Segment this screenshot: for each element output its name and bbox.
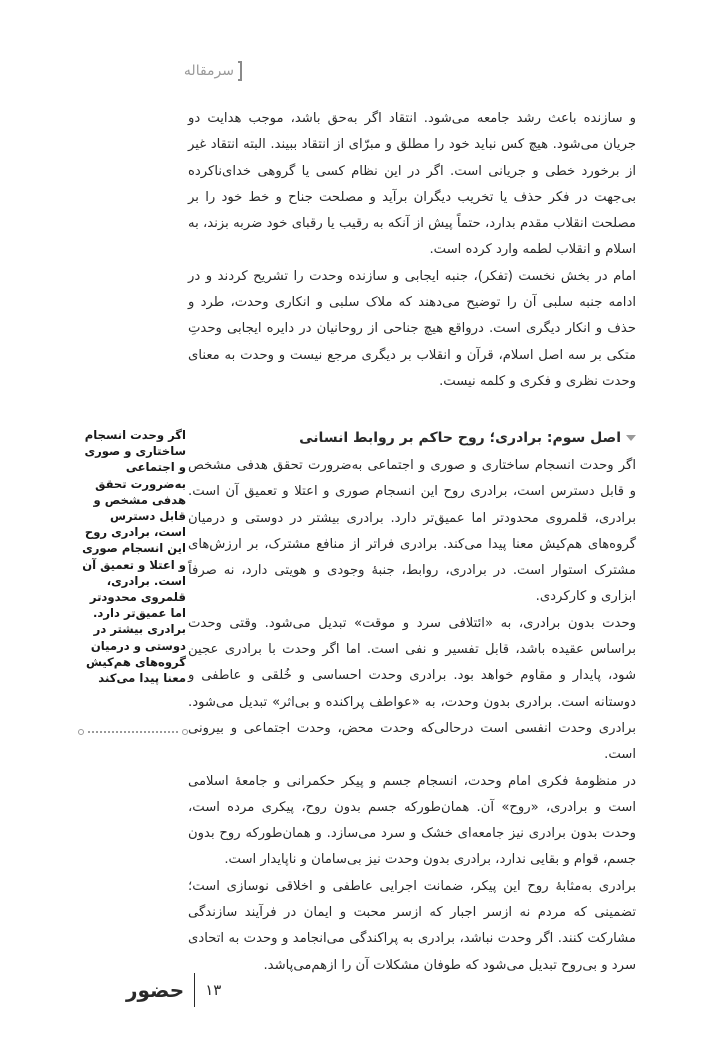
section-label: سرمقاله	[183, 63, 234, 79]
section-heading-text: اصل سوم: برادری؛ روح حاکم بر روابط انسانی	[299, 430, 621, 446]
body-paragraph: اگر وحدت انسجام ساختاری و صوری و اجتماعی به‌ضرورت تحقق هدفی مشخص و قابل دسترس است، برادری روح این انسجام صوری و اعتلا و تعمیق آن است. برادری، قلمروی محدودتر اما عمیق‌تر دارد. برادری بیشتر در دوستی و درمیان گروه‌های هم‌کیش معنا پیدا می‌کند. برادری فراتر از منافع مشترک، بر ارزش‌های مشترک استوار است. در برادری، روابط، جنبهٔ وجودی و هویتی دارد، نه صرفاً ابزاری و کارکردی.	[188, 458, 636, 605]
pull-quote: اگر وحدت انسجام ساختاری و صوری و اجتماعی به‌ضرورت تحقق هدفی مشخص و قابل دسترس است، برادری روح این انسجام صوری و اعتلا و تعمیق آن است. برادری، قلمروی محدودتر اما عمیق‌تر دارد. برادری بیشتر در دوستی و درمیان گروه‌های هم‌کیش معنا پیدا می‌کند	[82, 428, 186, 686]
page-footer	[126, 972, 221, 1008]
intro-paragraph: و سازنده باعث رشد جامعه می‌شود. انتقاد اگر به‌حق باشد، موجب هدایت دو جریان می‌شود. هیچ کس نباید خود را مطلق و مبرّای از انتقاد ببیند. البته انتقاد غیر از برخورد خطی و جریانی است. اگر در این نظام کسی یا گروهی خدای‌ناکرده بی‌جهت در فکر حذف یا تخریب دیگران برآید و مصلحت جناح و خط خود را بر مصلحت انقلاب مقدم بدارد، حتماً پیش از آنکه به رقیب یا رقبای خود ضربه بزند، به اسلام و انقلاب لطمه وارد کرده است.	[188, 111, 636, 258]
header-bracket-icon	[238, 61, 242, 81]
page-number: ۱۳	[205, 981, 222, 999]
heading-marker-icon	[626, 435, 636, 441]
body-paragraph: در منظومهٔ فکری امام وحدت، انسجام جسم و پیکر حکمرانی و جامعهٔ اسلامی است و برادری، «روح» آن. همان‌طورکه جسم بدون روح، پیکری مرده است، وحدت بدون برادری نیز جامعه‌ای خشک و سرد می‌سازد. و همان‌طورکه روح بدون جسم، قوام و بقایی ندارد، برادری بدون وحدت نیز بی‌سامان و ناپایدار است.	[188, 773, 636, 868]
divider-ring-icon	[182, 729, 188, 735]
footer-divider	[194, 973, 195, 1007]
body-text	[188, 453, 636, 979]
divider-dotted-line	[88, 731, 178, 733]
divider-ring-icon	[78, 729, 84, 735]
intro-paragraph: امام در بخش نخست (تفکر)، جنبه ایجابی و سازنده وحدت را تشریح کردند و در ادامه جنبه سلبی آن را توضیح می‌دهند که ملاک سلبی و انکاری وحدت، طرد و حذف و انکار دیگری است. درواقع هیچ جناحی از روحانیان در دایره ایجابی وحدتِ متکی بر سه اصل اسلام، قرآن و انقلاب بر دیگری مرجع نیست و وحدت به معنای وحدت نظری و فکری و کلمه نیست.	[188, 268, 636, 389]
body-paragraph: برادری به‌مثابهٔ روح این پیکر، ضمانت اجرایی عاطفی و اخلاقی نوسازی است؛ تضمینی که مردم نه ازسر اجبار که ازسر محبت و ایمان در فرآیند سازندگی مشارکت کنند. اگر وحدت نباشد، برادری به پراکندگی می‌انجامد و وحدت به اتحادی سرد و بی‌روح تبدیل می‌شود که طوفان مشکلات آن را ازهم‌می‌پاشد.	[188, 878, 636, 973]
magazine-logo: حضور	[126, 978, 185, 1002]
intro-text	[188, 106, 636, 395]
section-header	[112, 58, 242, 84]
pull-quote-divider	[78, 726, 188, 738]
body-paragraph: وحدت بدون برادری، به «ائتلافی سرد و موقت» تبدیل می‌شود. وقتی وحدت براساس عقیده باشد، قابل تفسیر و نفی است. اما اگر وحدت با برادری عجین شود، پایدار و مقاوم خواهد بود. برادری وحدت احساسی و خُلقی و عاطفی و دوستانه است. برادری بدون وحدت، به «عواطف پراکنده و بی‌اثر» تبدیل می‌شود. برادری وحدت انفسی است درحالی‌که وحدت محض، وحدت اجتماعی و بیرونی است.	[188, 615, 636, 763]
section-heading	[188, 427, 636, 449]
